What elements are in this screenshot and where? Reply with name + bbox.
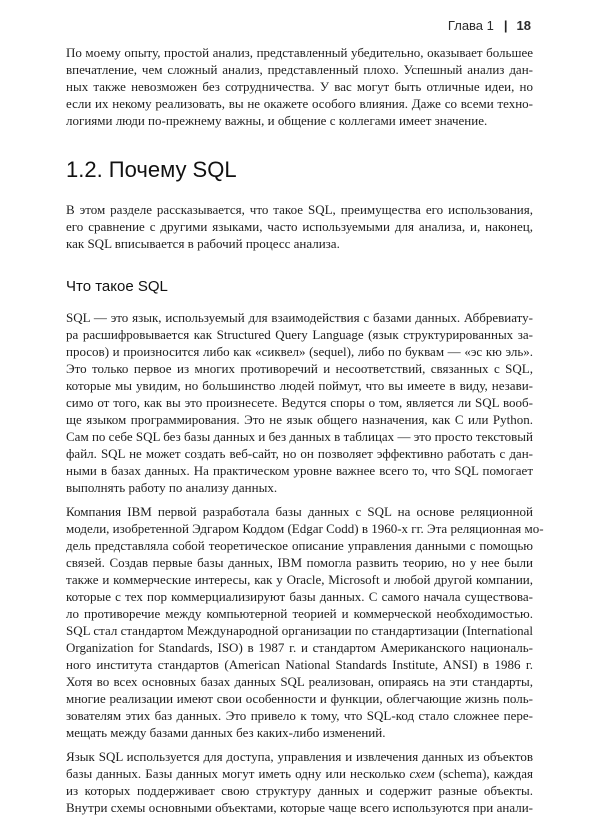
text-line: Organization for Standards, ISO) в 1987 г. и стандартом Американского националь-	[66, 640, 533, 655]
text-line: выполнять работу по анализу данных.	[66, 480, 278, 495]
text-line: Язык SQL используется для доступа, управления и извлечения данных из объектов	[66, 749, 533, 764]
text-line: Сам по себе SQL без базы данных и без данных в таблицах — это просто текстовый	[66, 429, 533, 444]
page-content	[66, 44, 544, 816]
text-line: многие реализации имеют свои особенности и функции, облегчающие жизнь поль-	[66, 691, 533, 706]
text-segment: базы данных. Базы данных могут иметь одну или несколько	[66, 766, 410, 781]
text-line: По моему опыту, простой анализ, представленный убедительно, оказывает большее	[66, 45, 533, 60]
text-line: SQL — это язык, используемый для взаимодействия с базами данных. Аббревиату-	[66, 310, 533, 325]
text-line: ло противоречие между компьютерной теорией и коммерческой необходимостью.	[66, 606, 533, 621]
text-line: файл. SQL не может создать веб-сайт, но он позволяет эффективно работать с дан-	[66, 446, 533, 461]
text-line: ще языком программирования. Это не язык общего назначения, как C или Python.	[66, 412, 533, 427]
text-line: ного института стандартов (American National Standards Institute, ANSI) в 1986 г.	[66, 657, 533, 672]
text-line: его сравнение с другими языками, часто используемыми для анализа, и, наконец,	[66, 219, 533, 234]
section-title: 1.2. Почему SQL	[66, 157, 237, 182]
header-separator: |	[503, 18, 508, 33]
text-line: как SQL вписывается в рабочий процесс анализа.	[66, 236, 340, 251]
text-line: связей. Создав первые базы данных, IBM помогла развить теорию, но у нее были	[66, 555, 533, 570]
text-line: В этом разделе рассказывается, что такое SQL, преимущества его использования,	[66, 202, 533, 217]
subsection-title: Что такое SQL	[66, 278, 168, 295]
text-line: мещать между базами данных без каких-либо изменений.	[66, 725, 386, 740]
text-line: впечатление, чем сложный анализ, представленный плохо. Успешный анализ дан-	[66, 62, 533, 77]
sql-history-paragraph	[66, 503, 544, 741]
running-header	[448, 18, 531, 33]
italic-term: схем	[409, 766, 435, 781]
text-line: которые мы увидим, но большинство людей поймут, что вы имеете в виду, незави-	[66, 378, 533, 393]
text-line: из которых поддерживает свою структуру данных и содержит разные объекты.	[66, 783, 533, 798]
section-intro-paragraph	[66, 201, 533, 252]
text-line: также и коммерческие интересы, как у Oracle, Microsoft и любой другой компании,	[66, 572, 533, 587]
text-line: ными в базах данных. На практическом уровне важнее всего то, что SQL помогает	[66, 463, 533, 478]
text-line: зователям этих баз данных. Это привело к тому, что SQL-код стало сложнее пере-	[66, 708, 533, 723]
sql-definition-paragraph	[66, 309, 533, 496]
text-line: ра расшифровывается как Structured Query Language (язык структурированных за-	[66, 327, 533, 342]
text-line: дель представляла собой теоретическое описание управления данными с помощью	[66, 538, 533, 553]
text-line: Компания IBM первой разработала базы данных с SQL на основе реляционной	[66, 504, 533, 519]
text-line: просов) и произносится либо как «сиквел» (sequel), либо по буквам — «эс кю эль».	[66, 344, 533, 359]
text-segment: (schema), каждая	[434, 766, 534, 781]
page-number: 18	[516, 18, 531, 33]
text-line: Это только первое из многих противоречий и несоответствий, связанных с SQL,	[66, 361, 533, 376]
intro-paragraph	[66, 44, 533, 129]
sql-usage-paragraph	[66, 748, 533, 816]
text-line	[66, 765, 533, 782]
text-line: SQL стал стандартом Международной организации по стандартизации (International	[66, 623, 533, 638]
text-line: Хотя во всех основных базах данных SQL реализован, опираясь на эти стандарты,	[66, 674, 533, 689]
text-line: симо от того, как вы это произнесете. Ведутся споры о том, является ли SQL вооб-	[66, 395, 533, 410]
text-line: если их некому реализовать, вы не окажете особого влияния. Даже со всеми техно-	[66, 96, 533, 111]
text-line: которые с тех пор коммерциализируют базы данных. С самого начала существова-	[66, 589, 533, 604]
text-line: модели, изобретенной Эдгаром Коддом (Edgar Codd) в 1960-х гг. Эта реляционная мо-	[66, 521, 544, 536]
text-line: Внутри схемы основными объектами, которые чаще всего используются при анали-	[66, 800, 533, 815]
text-line: ных также невозможен без сотрудничества. У вас могут быть отличные идеи, но	[66, 79, 533, 94]
chapter-label: Глава 1	[447, 18, 494, 33]
text-line: логиями люди по-прежнему важны, и общение с коллегами имеет значение.	[66, 113, 488, 128]
